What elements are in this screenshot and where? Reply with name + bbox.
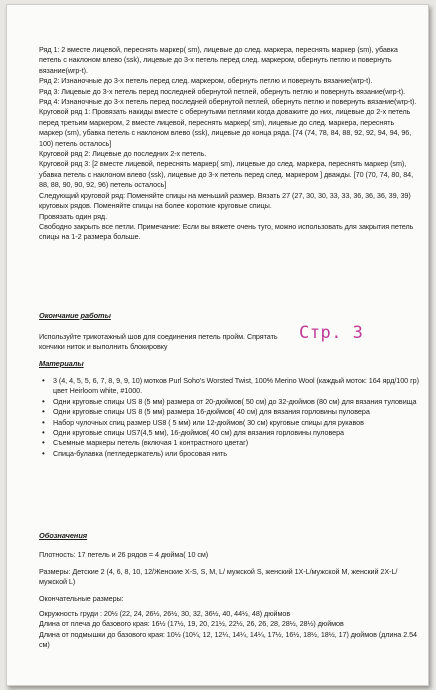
- gauge-heading: Обозначения: [39, 531, 88, 540]
- finishing-heading: Окончание работы: [39, 311, 111, 320]
- materials-item: • Съемные маркеры петель (включая 1 контрастного цветаг): [39, 438, 419, 448]
- round-next: Следующий круговой ряд: Поменяйте спицы на меньший размер. Вязать 27 (27, 30, 30, 33, 33, 36, 36, 36, 39, 39) круговых рядов. Поменяйте спицы на более короткие круговые спицы.: [39, 190, 411, 211]
- materials-item: • Одни круговые спицы US 8 (5 мм) размера 16-дюймов( 40 см) для вязания горловины пуловера: [39, 407, 419, 417]
- round-1: Круговой ряд 1: Провязать накиды вместе с обернутыми петлями когда доважите до них, лицевые до 2-х петель перед третьим маркером, 2 вместе лицевой, переснять маркер( sm), лицевые до след. маркера, переснять маркер (sm), убавка петель с наклоном влево (ssk), лицевые до конца ряда. [74 (74, 78, 84, 88, 92, 92, 94, 94, 96, 100) петель осталось]: [39, 107, 412, 148]
- materials-section: [39, 359, 419, 369]
- materials-item: • Одни круговые спицы US7(4,5 мм), 16-дюймов( 40 см) для вязания горловины пуловера: [39, 428, 419, 438]
- materials-item: • Набор чулочных спиц размер US8 ( 5 мм) или 12-дюймов( 30 см) круговые спицы для рукавов: [39, 418, 419, 428]
- round-3: Круговой ряд 3: [2 вместе лицевой, переснять маркер( sm), лицевые до след. маркера, переснять маркер (sm), убавка петель с наклоном влево (ssk), лицевые до 3-х петель перед след. маркером ] дважды. [70 (70, 74, 80, 84, 88, 88, 90, 90, 92, 96) петель осталось]: [39, 159, 414, 190]
- underarm-length: Длина от подмышки до базового края: 10½ (10¼, 12, 12¼, 14¼, 14¼, 17½, 16½, 18½, 18½, 17) дюймов (длина 2.54 см): [39, 629, 417, 650]
- gauge-section: [39, 531, 419, 541]
- measurements: [39, 609, 419, 651]
- gauge-density: Плотность: 17 петель и 26 рядов = 4 дюйма( 10 см): [39, 550, 209, 559]
- row-2: Ряд 2: Изнаночные до 3-х петель перед след. маркером, обернуть петлю и повернуть вязание(wrp-t).: [39, 76, 373, 86]
- finishing-text: Используйте трикотажный шов для соединения петель пройм. Спрятать кончики ниток и выполнить блокировку: [39, 332, 278, 352]
- shoulder-length: Длина от плеча до базового края: 16½ (17½, 19, 20, 21½, 22½, 26, 26, 28, 28½, 28½) дюймов: [39, 619, 344, 629]
- materials-heading: Материалы: [39, 359, 84, 368]
- page-number-stamp: Стр. 3: [299, 323, 364, 343]
- materials-item: • Спица-булавка (петледержатель) или бросовая нить: [39, 449, 419, 459]
- materials-item: • 3 (4, 4, 5, 5, 6, 7, 8, 9, 9, 10) мотков Purl Soho's Worsted Twist, 100% Merino Wool (каждый моток: 164 ярд/100 гр) цвет Heirloom white, #1000.: [39, 376, 419, 397]
- row-3: Ряд 3: Лицевые до 3-х петель перед последней обернутой петлей, обернуть петлю и повернуть вязание(wrp-t).: [39, 86, 406, 96]
- row-4: Ряд 4: Изнаночные до 3-х петель перед последней обернутой петлей, обернуть петлю и повернуть вязание(wrp-t).: [39, 97, 417, 107]
- bind-off: Свободно закрыть все петли. Примечание: Если вы вяжете очень туго, можно использовать для закрытия петель спицы на 1-2 размера больше.: [39, 221, 414, 242]
- final-sizes-label: [39, 594, 419, 604]
- materials-item: • Одни круговые спицы US 8 (5 мм) размера от 20-дюймов( 50 см) до 32-дюймов (80 см) для вязания туловища: [39, 397, 419, 407]
- final-sizes-heading: Окончательные размеры:: [39, 594, 124, 603]
- round-2: Круговой ряд 2: Лицевые до последних 2-х петель.: [39, 149, 207, 159]
- finishing-body: [39, 332, 299, 353]
- gauge-sizes: Размеры: Детские 2 (4, 6, 8, 10, 12/Женские X-S, S, M, L/ мужской S, женский 1X-L/мужской M, женский 2X-L/мужской L): [39, 567, 398, 587]
- finishing-section: [39, 311, 419, 321]
- sizes-body: [39, 567, 419, 588]
- row-1: Ряд 1: 2 вместе лицевой, переснять маркер( sm), лицевые до след. маркера, переснять маркер (sm), убавка петель с наклоном влево (ssk), лицевые до 3-х петель перед след. маркером, обернуть петлю и повернуть вязание(wrp-t).: [39, 45, 398, 75]
- rows-section: [39, 45, 419, 243]
- gauge-body: [39, 550, 419, 560]
- round-knit-one: Провязать один ряд.: [39, 211, 108, 221]
- document-page: [6, 4, 429, 686]
- materials-list: [39, 376, 419, 459]
- chest-measure: Окружность груди : 20½ (22, 24, 26½, 26½, 30, 32, 36½, 40, 44½, 48) дюймов: [39, 609, 291, 618]
